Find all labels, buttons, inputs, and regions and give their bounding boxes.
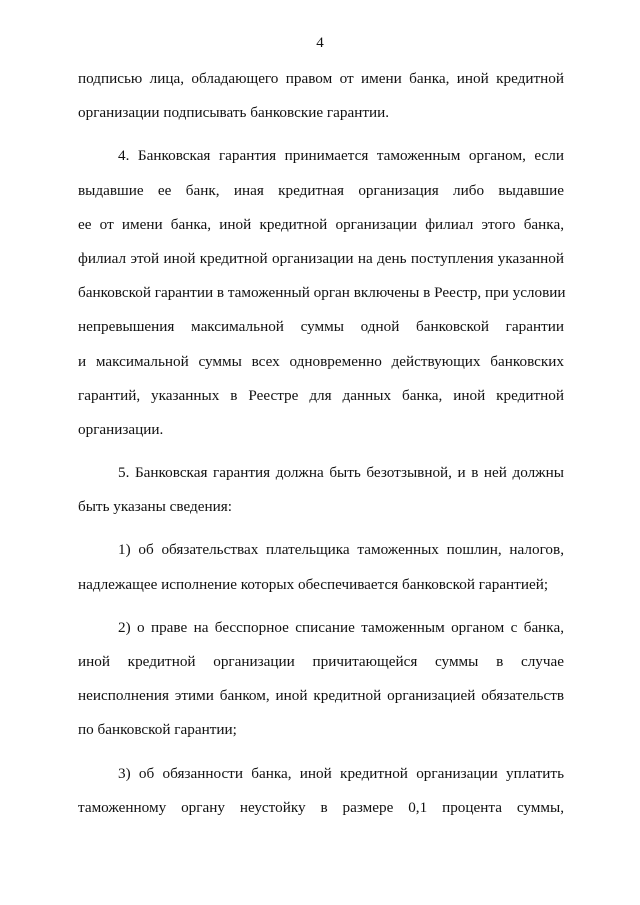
text-line: 3) об обязанности банка, иной кредитной организации уплатить	[118, 764, 564, 782]
text-line: ее от имени банка, иной кредитной организации филиал этого банка,	[78, 215, 564, 233]
text-line: филиал этой иной кредитной организации на день поступления указанной	[78, 249, 564, 267]
page-number: 4	[316, 35, 324, 51]
text-line: организации.	[78, 420, 164, 438]
text-line: выдавшие ее банк, иная кредитная организация либо выдавшие	[78, 181, 564, 199]
document-body	[78, 62, 564, 825]
paragraph-5-item-1	[78, 533, 564, 601]
text-line: надлежащее исполнение которых обеспечивается банковской гарантией;	[78, 575, 549, 593]
text-line: таможенному органу неустойку в размере 0,1 процента суммы,	[78, 798, 564, 816]
text-line: 2) о праве на бесспорное списание таможенным органом с банка,	[118, 618, 564, 636]
text-line: банковской гарантии в таможенный орган включены в Реестр, при условии	[78, 284, 566, 302]
paragraph-4	[78, 139, 564, 447]
text-line: подписью лица, обладающего правом от имени банка, иной кредитной	[78, 70, 564, 87]
text-line: гарантий, указанных в Реестре для данных банка, иной кредитной	[78, 386, 564, 404]
text-line: иной кредитной организации причитающейся суммы в случае	[78, 653, 564, 670]
text-line: по банковской гарантии;	[78, 721, 237, 739]
text-line: 1) об обязательствах плательщика таможенных пошлин, налогов,	[118, 541, 564, 559]
text-line: 5. Банковская гарантия должна быть безотзывной, и в ней должны	[118, 464, 564, 482]
text-line: 4. Банковская гарантия принимается таможенным органом, если	[118, 147, 564, 165]
paragraph-5	[78, 456, 564, 524]
text-line: быть указаны сведения:	[78, 498, 232, 516]
paragraph-intro	[78, 62, 564, 130]
text-line: организации подписывать банковские гарантии.	[78, 104, 390, 122]
text-line: непревышения максимальной суммы одной банковской гарантии	[78, 318, 564, 336]
text-line: неисполнения этими банком, иной кредитной организацией обязательств	[78, 687, 564, 705]
paragraph-5-item-3	[78, 757, 564, 825]
text-line: и максимальной суммы всех одновременно действующих банковских	[78, 352, 564, 370]
paragraph-5-item-2	[78, 611, 564, 748]
